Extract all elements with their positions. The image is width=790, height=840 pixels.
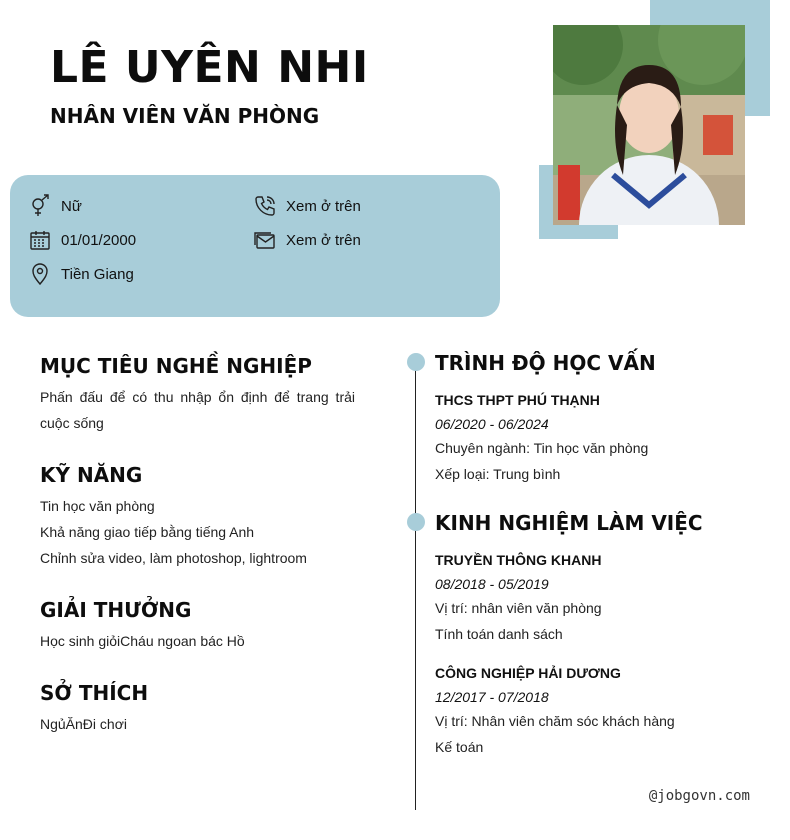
timeline-dot-education — [407, 353, 425, 371]
job-detail: Tính toán danh sách — [435, 626, 563, 642]
hobbies-title: SỞ THÍCH — [40, 681, 149, 705]
timeline-line — [415, 356, 416, 810]
phone-value: Xem ở trên — [286, 197, 361, 215]
email-row — [253, 228, 361, 252]
email-icon — [253, 228, 277, 252]
email-value: Xem ở trên — [286, 231, 361, 249]
phone-icon — [253, 194, 277, 218]
job-detail: Kế toán — [435, 739, 484, 755]
timeline-dot-experience — [407, 513, 425, 531]
birthday-value: 01/01/2000 — [61, 231, 137, 249]
job-title: NHÂN VIÊN VĂN PHÒNG — [50, 104, 320, 128]
calendar-icon — [28, 228, 52, 252]
education-title: TRÌNH ĐỘ HỌC VẤN — [435, 351, 656, 375]
objective-title: MỤC TIÊU NGHỀ NGHIỆP — [40, 354, 312, 378]
gender-icon — [28, 194, 52, 218]
education-period: 06/2020 - 06/2024 — [435, 416, 549, 432]
address-value: Tiền Giang — [61, 265, 134, 283]
education-major: Chuyên ngành: Tin học văn phòng — [435, 440, 649, 456]
job-position: Vị trí: nhân viên văn phòng — [435, 600, 602, 616]
skill-item: Chỉnh sửa video, làm photoshop, lightroom — [40, 550, 307, 566]
job-company: CÔNG NGHIỆP HẢI DƯƠNG — [435, 665, 621, 681]
education-school: THCS THPT PHÚ THẠNH — [435, 392, 600, 408]
phone-row — [253, 194, 361, 218]
skill-item: Tin học văn phòng — [40, 498, 155, 514]
watermark: @jobgovn.com — [648, 788, 750, 804]
awards-body: Học sinh giỏiCháu ngoan bác Hồ — [40, 633, 245, 649]
candidate-name: LÊ UYÊN NHI — [50, 42, 369, 93]
education-grade: Xếp loại: Trung bình — [435, 466, 561, 482]
location-icon — [28, 262, 52, 286]
address-row — [28, 262, 134, 286]
job-period: 12/2017 - 07/2018 — [435, 689, 549, 705]
profile-photo — [553, 25, 745, 225]
skills-title: KỸ NĂNG — [40, 463, 143, 487]
job-position: Vị trí: Nhân viên chăm sóc khách hàng — [435, 713, 675, 729]
birthday-row — [28, 228, 136, 252]
hobbies-body: NgủĂnĐi chơi — [40, 716, 127, 732]
gender-row — [28, 194, 82, 218]
objective-body: Phấn đấu để có thu nhập ổn định để trang trải cuộc sống — [40, 389, 355, 431]
job-period: 08/2018 - 05/2019 — [435, 576, 549, 592]
awards-title: GIẢI THƯỞNG — [40, 598, 192, 622]
job-company: TRUYỀN THÔNG KHANH — [435, 552, 602, 568]
gender-value: Nữ — [61, 197, 82, 215]
skill-item: Khả năng giao tiếp bằng tiếng Anh — [40, 524, 255, 540]
experience-title: KINH NGHIỆM LÀM VIỆC — [435, 511, 703, 535]
